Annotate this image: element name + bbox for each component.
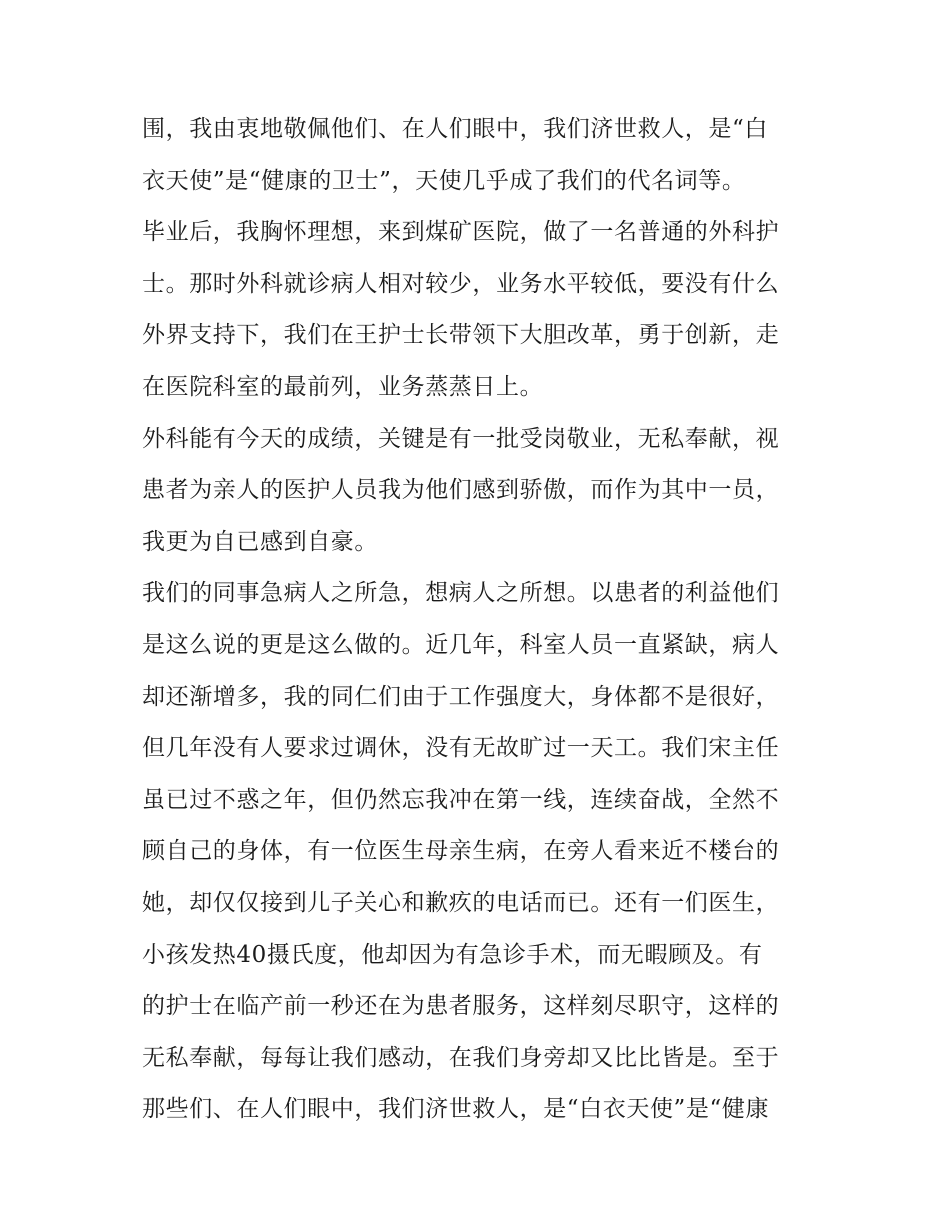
text-line: 小孩发热40摄氏度，他却因为有急诊手术，而无暇顾及。有 <box>142 941 763 968</box>
text-line: 围，我由衷地敬佩他们、在人们眼中，我们济世救人，是“白 <box>142 116 768 142</box>
text-line: 是这么说的更是这么做的。近几年，科室人员一直紧缺，病人 <box>142 631 780 658</box>
text-line: 衣天使”是“健康的卫士”，天使几乎成了我们的代名词等。 <box>142 167 746 194</box>
text-line: 在医院科室的最前列，业务蒸蒸日上。 <box>142 373 544 400</box>
text-line: 但几年没有人要求过调休，没有无故旷过一天工。我们宋主任 <box>142 735 780 762</box>
text-line: 我们的同事急病人之所急，想病人之所想。以患者的利益他们 <box>142 580 780 607</box>
text-line: 顾自己的身体，有一位医生母亲生病，在旁人看来近不楼台的 <box>142 838 780 865</box>
text-line: 外科能有今天的成绩，关键是有一批受岗敬业，无私奉献，视 <box>142 425 780 452</box>
document-body <box>142 104 822 1136</box>
text-line: 无私奉献，每每让我们感动，在我们身旁却又比比皆是。至于 <box>142 1044 780 1071</box>
text-line: 毕业后，我胸怀理想，来到煤矿医院，做了一名普通的外科护 <box>142 219 780 246</box>
text-line: 却还渐增多，我的同仁们由于工作强度大，身体都不是很好， <box>142 683 780 710</box>
text-line: 那些们、在人们眼中，我们济世救人，是“白衣天使”是“健康 <box>142 1096 770 1123</box>
text-line: 的护士在临产前一秒还在为患者服务，这样刻尽职守，这样的 <box>142 993 780 1020</box>
text-line: 我更为自已感到自豪。 <box>142 528 378 555</box>
text-line: 外界支持下，我们在王护士长带领下大胆改革，勇于创新，走 <box>142 322 780 349</box>
text-line: 患者为亲人的医护人员我为他们感到骄傲，而作为其中一员， <box>142 477 780 504</box>
text-line: 她，却仅仅接到儿子关心和歉疚的电话而已。还有一们医生， <box>142 889 780 916</box>
text-line: 虽已过不惑之年，但仍然忘我冲在第一线，连续奋战，全然不 <box>142 786 780 813</box>
text-line: 士。那时外科就诊病人相对较少，业务水平较低，要没有什么 <box>142 270 780 297</box>
